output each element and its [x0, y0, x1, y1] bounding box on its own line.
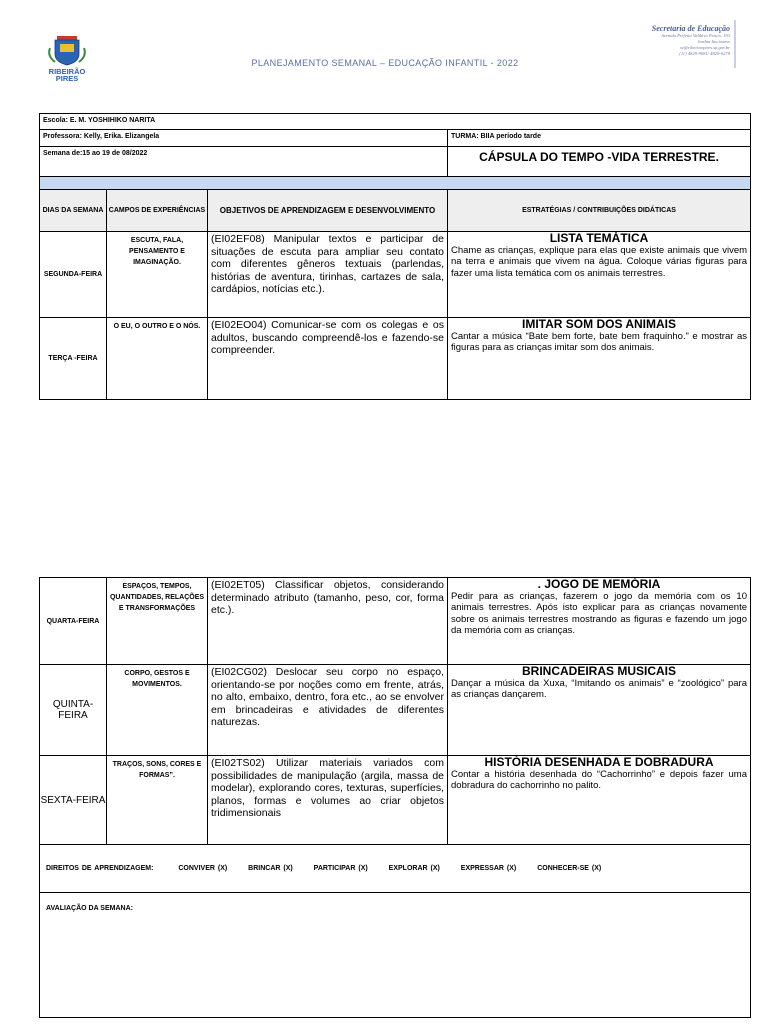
turma-cell: TURMA: BIIA período tarde	[448, 130, 751, 147]
estrategia-text: Pedir para as crianças, fazerem o jogo da memória com os 10 animais terrestres. Após isto explicar para as crianças novamente sobre os animais terrestres mostrando as figuras e fazendo um jogo da memória com as crianças.	[451, 591, 747, 637]
campo-cell: ESPAÇOS, TEMPOS, QUANTIDADES, RELAÇÕES E TRANSFORMAÇÕES	[107, 578, 208, 665]
col-header-campos: CAMPOS DE EXPERIÊNCIAS	[107, 190, 208, 232]
table-row	[40, 578, 751, 665]
estrategia-cell	[448, 665, 751, 756]
planning-table-1	[39, 113, 751, 400]
secretaria-title: Secretaria de Educação	[651, 24, 730, 33]
campo-cell: CORPO, GESTOS E MOVIMENTOS.	[107, 665, 208, 756]
direito-item: BRINCAR (X)	[248, 865, 293, 872]
direito-item: PARTICIPAR (X)	[313, 865, 368, 872]
direitos-label: DIREITOS DE APRENDIZAGEM:	[46, 865, 154, 872]
direitos-row	[40, 845, 751, 893]
objetivo-cell: (EI02TS02) Utilizar materiais variados com possibilidades de manipulação (argila, massa de modelar), explorando cores, texturas, superfícies, planos, formas e volumes ao criar objetos tridimensionais	[208, 756, 448, 845]
estrategia-text: Cantar a música “Bate bem forte, bate bem fraquinho.” e mostrar as figuras para as crianças imitar som dos animais.	[451, 331, 748, 354]
ribeirao-pires-logo	[36, 34, 98, 84]
table-row	[40, 232, 751, 318]
estrategia-text: Dançar a música da Xuxa, “Imitando os animais” e “zoológico” para as crianças dançarem.	[451, 678, 747, 701]
blue-separator	[40, 177, 751, 190]
projeto-title: CÁPSULA DO TEMPO -VIDA TERRESTRE.	[448, 147, 751, 177]
secretaria-line: Jardim Itacioamo	[697, 39, 730, 44]
campo-cell: TRAÇOS, SONS, CORES E FORMAS”.	[107, 756, 208, 845]
estrategia-title: LISTA TEMÁTICA	[549, 231, 649, 245]
col-header-objetivos: OBJETIVOS DE APRENDIZAGEM E DESENVOLVIMENTO	[208, 190, 448, 232]
estrategia-title: BRINCADEIRAS MUSICAIS	[521, 664, 676, 678]
estrategia-title: IMITAR SOM DOS ANIMAIS	[522, 317, 677, 331]
secretaria-block	[612, 24, 730, 74]
direito-item: EXPRESSAR (X)	[460, 865, 517, 872]
objetivo-cell: (EI02CG02) Deslocar seu corpo no espaço, orientando-se por noções como em frente, atrás, no alto, embaixo, dentro, fora etc., ao se envolver em brincadeiras e atividades de diferentes naturezas.	[208, 665, 448, 756]
table-row	[40, 318, 751, 400]
col-header-dias: DIAS DA SEMANA	[40, 190, 107, 232]
secretaria-divider	[734, 20, 736, 68]
direito-item: CONHECER-SE (X)	[537, 865, 602, 872]
dia-cell: SEGUNDA-FEIRA	[40, 232, 107, 318]
escola-cell: Escola: E. M. YOSHIHIKO NARITA	[40, 114, 751, 130]
secretaria-line: se@ribeiraopires.sp.gov.br	[679, 45, 730, 50]
dia-cell: QUINTA-FEIRA	[40, 665, 107, 756]
campo-cell: ESCUTA, FALA, PENSAMENTO E IMAGINAÇÃO.	[107, 232, 208, 318]
semana-cell: Semana de:15 ao 19 de 08/2022	[40, 147, 448, 177]
direito-item: EXPLORAR (X)	[388, 865, 440, 872]
professora-cell: Professora: Kelly, Erika. Elizangela	[40, 130, 448, 147]
estrategia-title: HISTÓRIA DESENHADA E DOBRADURA	[484, 755, 714, 769]
planning-table-2	[39, 577, 751, 1018]
table-row	[40, 756, 751, 845]
estrategia-title: . JOGO DE MEMÓRIA	[537, 577, 661, 591]
dia-cell: TERÇA -FEIRA	[40, 318, 107, 400]
col-header-estrategias: ESTRATÉGIAS / CONTRIBUIÇÕES DIDÁTICAS	[448, 190, 751, 232]
objetivo-cell: (EI02EO04) Comunicar-se com os colegas e os adultos, buscando compreendê-los e fazendo-se compreender.	[208, 318, 448, 400]
secretaria-line: (11) 4829-9681/ 4829-9278	[679, 51, 730, 56]
page-title: PLANEJAMENTO SEMANAL – EDUCAÇÃO INFANTIL - 2022	[251, 58, 519, 68]
logo-text-1: RIBEIRÃO	[48, 67, 86, 76]
estrategia-text: Chame as crianças, explique para elas que existe animais que vivem na terra e animais que vivem na água. Coloque várias figuras para fazer uma lista temática com os animais terrestres.	[451, 245, 748, 279]
estrategia-cell	[448, 232, 751, 318]
avaliacao-cell: AVALIAÇÃO DA SEMANA:	[40, 893, 751, 1018]
objetivo-cell: (EI02ET05) Classificar objetos, considerando determinado atributo (tamanho, peso, cor, forma etc.).	[208, 578, 448, 665]
secretaria-line: Avenida Prefeito Valdírio Prisco, 193	[661, 33, 730, 38]
estrategia-cell	[448, 578, 751, 665]
direito-item: CONVIVER (X)	[178, 865, 228, 872]
logo-text-2: PIRES	[55, 74, 79, 83]
table-row	[40, 665, 751, 756]
dia-cell: QUARTA-FEIRA	[40, 578, 107, 665]
estrategia-cell	[448, 756, 751, 845]
estrategia-cell	[448, 318, 751, 400]
objetivo-cell: (EI02EF08) Manipular textos e participar de situações de escuta para ampliar seu contato com diferentes gêneros textuais (parlendas, histórias de aventura, tirinhas, cartazes de sala, cardápios, notícias etc.).	[208, 232, 448, 318]
campo-cell: O EU, O OUTRO E O NÓS.	[107, 318, 208, 400]
estrategia-text: Contar a história desenhada do “Cachorrinho” e depois fazer uma dobradura do cachorrinho no palito.	[451, 769, 747, 792]
dia-cell: SEXTA-FEIRA	[40, 756, 107, 845]
